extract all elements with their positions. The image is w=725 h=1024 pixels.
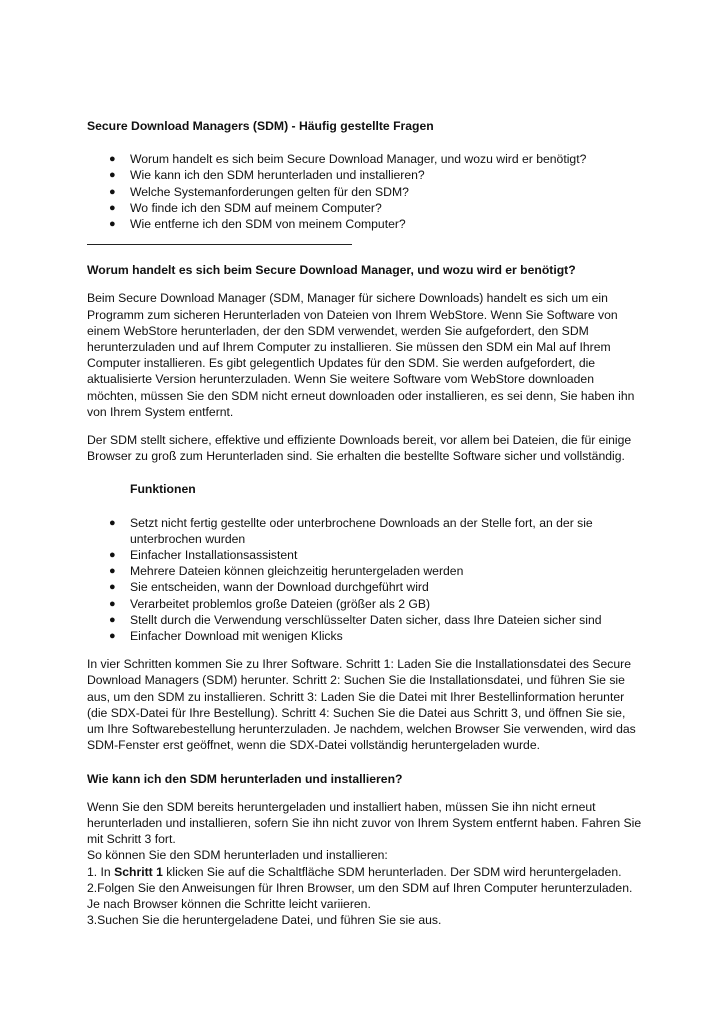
step-2: 2.Folgen Sie den Anweisungen für Ihren Browser, um den SDM auf Ihren Computer herunterzuladen. Je nach Browser können die Schritte leicht variieren. <box>87 880 633 911</box>
bullet-icon: ● <box>109 185 116 198</box>
feature-item: ● Setzt nicht fertig gestellte oder unterbrochene Downloads an der Stelle fort, an der sie unterbrochen wurden <box>109 515 593 546</box>
section1-paragraph-1: Beim Secure Download Manager (SDM, Manager für sichere Downloads) handelt es sich um ein Programm zum sicheren Herunterladen von Dateien von Ihrem WebStore. Wenn Sie Software von einem WebStore herunterladen, der den SDM verwendet, werden Sie aufgefordert, den SDM herunterzuladen und auf Ihrem Computer zu installieren. Sie müssen den SDM ein Mal auf Ihrem Computer installieren. Es gibt gelegentlich Updates für den SDM. Sie werden aufgefordert, die aktualisierte Version herunterzuladen. Wenn Sie weitere Software vom WebStore downloaden möchten, müssen Sie den SDM nicht erneut downloaden oder installieren, es sei denn, Sie haben ihn von Ihrem System entfernt. <box>87 291 635 419</box>
section2-paragraph-1: Wenn Sie den SDM bereits heruntergeladen und installiert haben, müssen Sie ihn nicht erneut herunterladen und installieren, sofern Sie ihn nicht zuvor von Ihrem System entfernt haben. Fahren Sie mit Schritt 3 fort. <box>87 799 642 847</box>
bullet-icon: ● <box>109 169 116 182</box>
feature-item: ● Sie entscheiden, wann der Download durchgeführt wird <box>109 580 429 595</box>
step-3: 3.Suchen Sie die heruntergeladene Datei, und führen Sie sie aus. <box>87 913 442 928</box>
feature-item: ● Mehrere Dateien können gleichzeitig heruntergeladen werden <box>109 564 464 579</box>
feature-item: ● Verarbeitet problemlos große Dateien (größer als 2 GB) <box>109 596 431 611</box>
bullet-icon: ● <box>109 581 116 594</box>
features-heading: Funktionen <box>130 482 196 497</box>
bullet-icon: ● <box>109 597 116 610</box>
document-page <box>87 118 643 928</box>
toc-item: ● Wie kann ich den SDM herunterladen und installieren? <box>109 168 425 183</box>
bullet-icon: ● <box>109 516 116 529</box>
toc-item: ● Wo finde ich den SDM auf meinem Computer? <box>109 200 382 215</box>
bullet-icon: ● <box>109 218 116 231</box>
toc-list <box>87 151 643 232</box>
separator-line <box>87 244 352 245</box>
step-1: 1. In Schritt 1 klicken Sie auf die Schaltfläche SDM herunterladen. Der SDM wird heruntergeladen. <box>87 864 622 879</box>
document-title: Secure Download Managers (SDM) - Häufig gestellte Fragen <box>87 119 434 133</box>
toc-item: ● Wie entferne ich den SDM von meinem Computer? <box>109 217 406 232</box>
bullet-icon: ● <box>109 630 116 643</box>
section1-paragraph-3: In vier Schritten kommen Sie zu Ihrer Software. Schritt 1: Laden Sie die Installationsdatei des Secure Download Managers (SDM) herunter. Schritt 2: Suchen Sie die Installationsdatei, und führen Sie sie aus, um den SDM zu installieren. Schritt 3: Laden Sie die Datei mit Ihrer Bestellinformation herunter (die SDX-Datei für Ihre Bestellung). Schritt 4: Suchen Sie die Datei aus Schritt 3, und öffnen Sie sie, um Ihre Softwarebestellung herunterzuladen. Je nachdem, welchen Browser Sie verwenden, wird das SDM-Fenster erst geöffnet, wenn die SDX-Datei vollständig heruntergeladen wurde. <box>87 657 636 753</box>
section1-paragraph-2: Der SDM stellt sichere, effektive und effiziente Downloads bereit, vor allem bei Dateien, die für einige Browser zu groß zum Herunterladen sind. Sie erhalten die bestellte Software sicher und vollständig. <box>87 433 632 464</box>
bullet-icon: ● <box>109 565 116 578</box>
toc-item: ● Welche Systemanforderungen gelten für den SDM? <box>109 184 409 199</box>
bullet-icon: ● <box>109 153 116 166</box>
feature-item: ● Stellt durch die Verwendung verschlüsselter Daten sicher, dass Ihre Dateien sicher sind <box>109 612 602 627</box>
feature-item: ● Einfacher Installationsassistent <box>109 548 298 563</box>
section1-heading: Worum handelt es sich beim Secure Download Manager, und wozu wird er benötigt? <box>87 263 576 278</box>
bullet-icon: ● <box>109 549 116 562</box>
section2-intro: So können Sie den SDM herunterladen und installieren: <box>87 848 388 863</box>
bullet-icon: ● <box>109 613 116 626</box>
features-list <box>87 515 643 645</box>
feature-item: ● Einfacher Download mit wenigen Klicks <box>109 629 343 644</box>
section2-heading: Wie kann ich den SDM herunterladen und installieren? <box>87 771 403 786</box>
toc-item: ● Worum handelt es sich beim Secure Download Manager, und wozu wird er benötigt? <box>109 152 587 167</box>
bullet-icon: ● <box>109 201 116 214</box>
